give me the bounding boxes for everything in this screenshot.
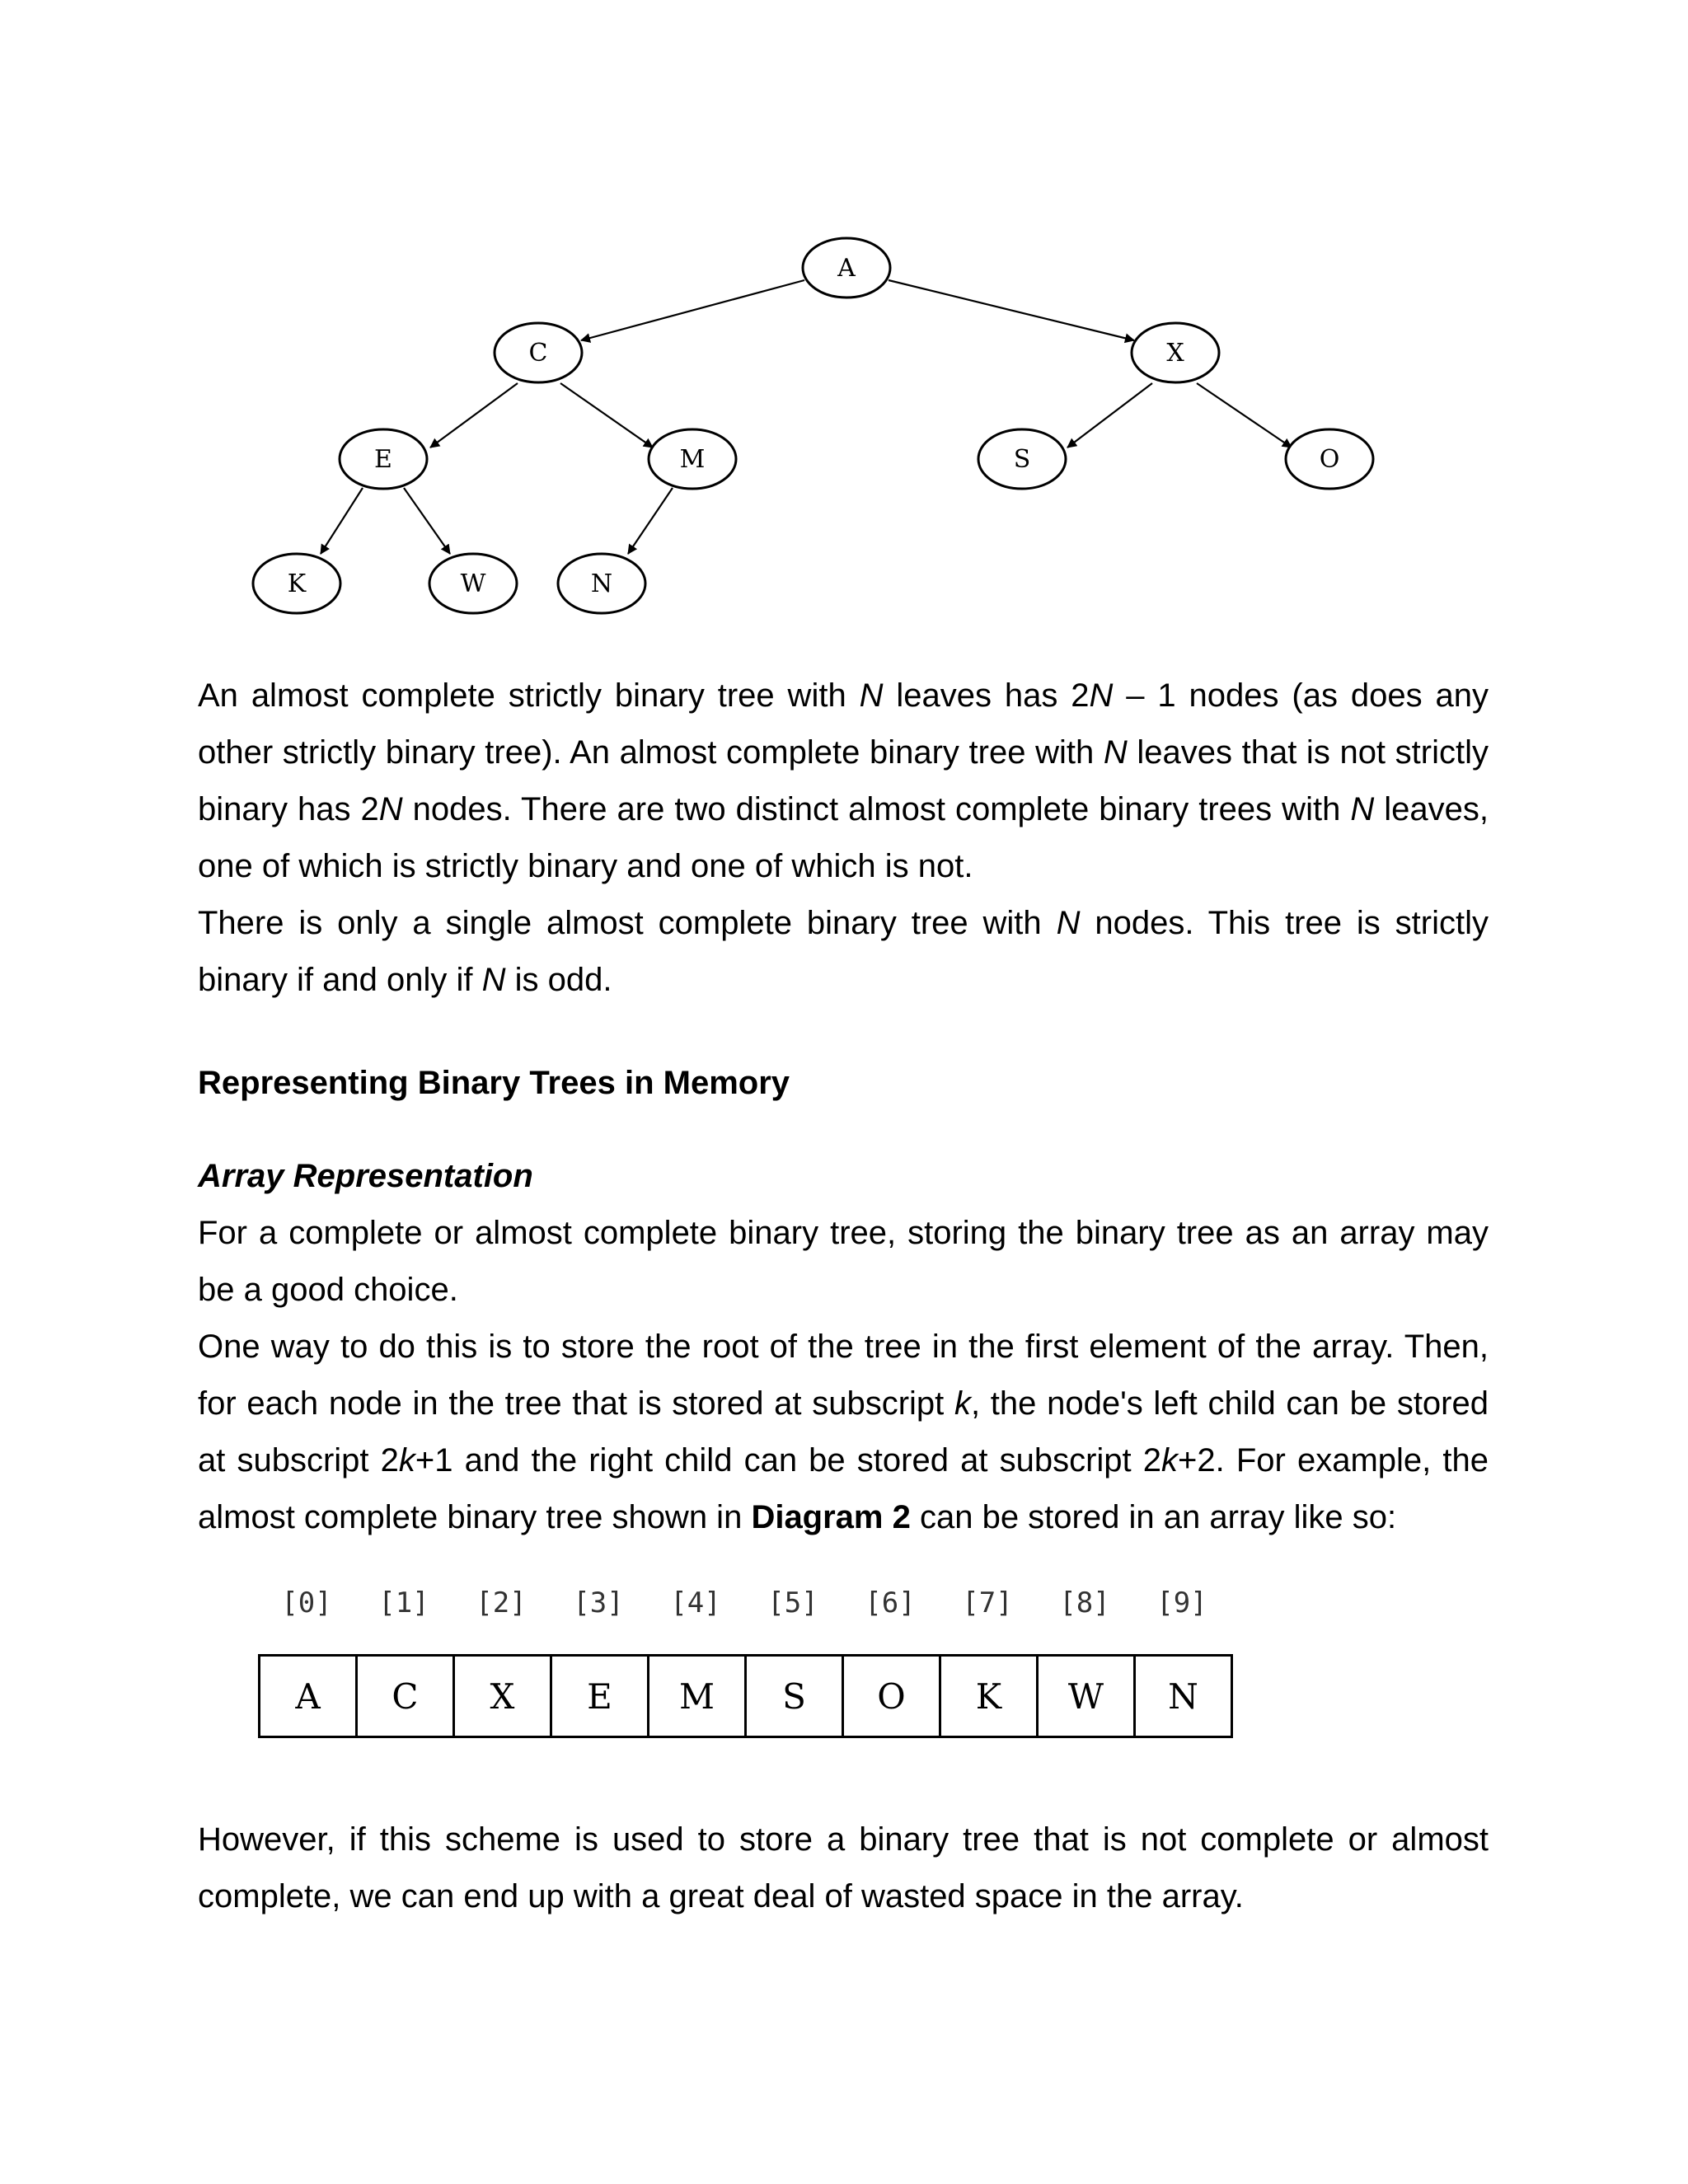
- edge-c-e: [430, 383, 518, 448]
- tree-node-label: W: [460, 569, 486, 598]
- edge-c-m: [560, 383, 653, 448]
- tree-node-s: [978, 429, 1066, 489]
- tree-node-label: E: [374, 445, 392, 474]
- tree-node-o: [1286, 429, 1373, 489]
- tree-node-n: [558, 554, 645, 613]
- tree-node-a: [803, 238, 890, 298]
- array-index: [6]: [865, 1586, 916, 1619]
- array-index: [3]: [573, 1586, 624, 1619]
- edge-a-x: [889, 280, 1134, 340]
- tree-node-label: K: [287, 569, 307, 598]
- tree-node-label: C: [528, 339, 548, 368]
- paragraph-array-scheme: One way to do this is to store the root of the tree in the first element of the array. Then, for each node in the tree that is stored at subscript k, the node's left child can be stored at subscript 2k+1 and the right child can be stored at subscript 2k+2. For example, the almost complete binary tree shown in Diagram 2 can be stored in an array like so:: [198, 1329, 1489, 1535]
- tree-node-m: [649, 429, 736, 489]
- array-cell: O: [844, 1657, 941, 1736]
- paragraph-single-tree: There is only a single almost complete binary tree with N nodes. This tree is strictly binary if and only if N is odd.: [198, 905, 1489, 998]
- edge-a-c: [581, 280, 804, 340]
- array-cell: C: [358, 1657, 455, 1736]
- array-index: [2]: [476, 1586, 527, 1619]
- tree-node-label: X: [1166, 339, 1184, 368]
- array-cell: N: [1168, 1675, 1198, 1717]
- section-heading: Representing Binary Trees in Memory: [198, 1065, 790, 1101]
- edge-e-w: [404, 488, 450, 554]
- paragraph-array-choice: For a complete or almost complete binary tree, storing the binary tree as an array may be a good choice.: [198, 1215, 1489, 1308]
- paragraph-strictly-binary: An almost complete strictly binary tree with N leaves has 2N – 1 nodes (as does any other strictly binary tree). An almost complete binary tree with N leaves that is not strictly binary has 2N nodes. There are two distinct almost complete binary trees with N leaves, one of which is strictly binary and one of which is not.: [198, 677, 1489, 884]
- array-cell: S: [747, 1657, 844, 1736]
- tree-node-c: [495, 323, 582, 382]
- edge-x-o: [1197, 383, 1292, 448]
- tree-node-label: M: [679, 445, 706, 474]
- tree-node-label: S: [1013, 445, 1031, 474]
- tree-node-label: O: [1319, 445, 1340, 474]
- array-index: [5]: [767, 1586, 818, 1619]
- array-cell-row: [258, 1654, 1233, 1738]
- paragraph-wasted-space: However, if this scheme is used to store a binary tree that is not complete or almost complete, we can end up with a great deal of wasted space in the array.: [198, 1821, 1489, 1915]
- edge-e-k: [321, 488, 363, 554]
- array-cell: K: [941, 1657, 1039, 1736]
- edge-m-n: [628, 488, 673, 554]
- tree-node-w: [429, 554, 517, 613]
- tree-node-k: [253, 554, 340, 613]
- array-cell: W: [1039, 1657, 1136, 1736]
- array-index: [9]: [1156, 1586, 1207, 1619]
- tree-node-e: [340, 429, 427, 489]
- array-index: [4]: [670, 1586, 721, 1619]
- array-index: [8]: [1059, 1586, 1110, 1619]
- array-cell: X: [455, 1657, 552, 1736]
- array-index: [1]: [378, 1586, 429, 1619]
- array-index: [0]: [281, 1586, 332, 1619]
- subsection-heading: Array Representation: [198, 1158, 533, 1194]
- edge-x-s: [1067, 383, 1152, 448]
- array-cell: A: [260, 1657, 358, 1736]
- binary-tree-diagram: [0, 0, 1688, 643]
- array-cell: M: [649, 1657, 747, 1736]
- array-index: [7]: [962, 1586, 1013, 1619]
- tree-node-label: N: [590, 569, 613, 598]
- array-index-row: [258, 1586, 1231, 1628]
- array-cell: E: [552, 1657, 649, 1736]
- tree-node-x: [1132, 323, 1219, 382]
- tree-node-label: A: [837, 254, 856, 283]
